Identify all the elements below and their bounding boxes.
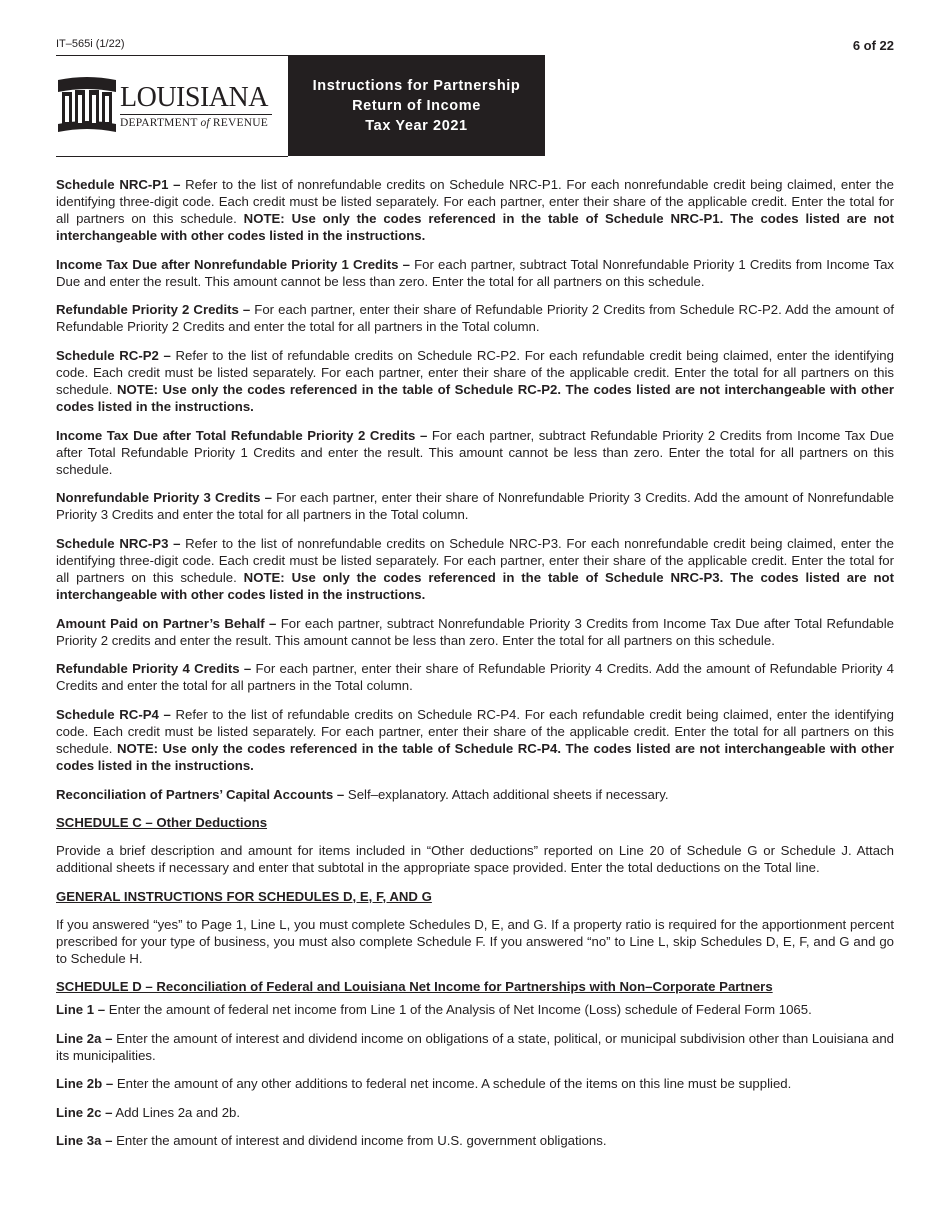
note: NOTE: Use only the codes referenced in the table of Schedule RC-P2. The codes listed are not interchangeable with other codes listed in the instructions.: [56, 382, 894, 415]
line-2a-paragraph: [56, 1030, 894, 1064]
schedule-rc-p2-paragraph: [56, 347, 894, 415]
title-line-3: Tax Year 2021: [365, 117, 468, 134]
paragraph-text: Refer to the list of refundable credits on Schedule RC-P2. For each refundable credit being claimed, enter the identifying code. Each credit must be listed separately. For each partner, enter their share of the applicable credit. Enter the total for all partners on this schedule.: [56, 347, 894, 398]
logo-dept-text: DEPARTMENT: [120, 117, 198, 129]
logo-wordmark: LOUISIANA: [120, 82, 268, 113]
paragraph-text: For each partner, subtract Refundable Priority 2 Credits from Income Tax Due after Total Refundable Priority 1 Credits and enter the result. This amount cannot be less than zero. Enter the total for all partners on this schedule.: [56, 427, 894, 477]
logo-revenue-text: REVENUE: [212, 117, 268, 129]
term: Amount Paid on Partner’s Behalf –: [56, 615, 277, 631]
term: Nonrefundable Priority 3 Credits –: [56, 490, 272, 506]
paragraph-text: Enter the amount of federal net income from Line 1 of the Analysis of Net Income (Loss) schedule of Federal Form 1065.: [105, 1002, 812, 1018]
schedule-d-heading: SCHEDULE D – Reconciliation of Federal and Louisiana Net Income for Partnerships with Non–Corporate Partners: [56, 979, 773, 995]
paragraph-text: For each partner, enter their share of Refundable Priority 4 Credits. Add the amount of Refundable Priority 4 Credits and enter the total for all partners in the Total column.: [56, 661, 894, 694]
title-line-1: Instructions for Partnership: [312, 77, 521, 94]
term: Line 2c –: [56, 1104, 113, 1120]
refundable-priority-4-paragraph: [56, 660, 894, 694]
paragraph-text: Enter the amount of interest and dividend income on obligations of a state, political, or municipal subdivision other than Louisiana and its municipalities.: [56, 1030, 894, 1063]
note: NOTE: Use only the codes referenced in the table of Schedule NRC-P1. The codes listed are not interchangeable with other codes listed in the instructions.: [56, 211, 894, 244]
instructions-body: [56, 176, 894, 1161]
form-id: IT–565i (1/22): [56, 38, 125, 50]
general-instructions-paragraph: If you answered “yes” to Page 1, Line L, you must complete Schedules D, E, and G. If a property ratio is required for the apportionment percent prescribed for your type of business, you must also complete Schedule F. If you answered “no” to Line L, skip Schedules D, E, F, and G and go to Schedule H.: [56, 916, 894, 966]
schedule-rc-p4-paragraph: [56, 706, 894, 774]
document-title: [288, 55, 545, 156]
paragraph-text: Refer to the list of nonrefundable credits on Schedule NRC-P3. For each nonrefundable credit being claimed, enter the identifying three-digit code. Each credit must be listed separately. For each partner, enter their share of the applicable credit. Enter the total for all partners on this schedule.: [56, 535, 894, 586]
line-2c-paragraph: [56, 1104, 894, 1121]
paragraph-text: For each partner, enter their share of Refundable Priority 2 Credits from Schedule RC-P2. Add the amount of Refundable Priority 2 Credits and enter the total for all partners in the Total column.: [56, 302, 895, 335]
amount-paid-paragraph: [56, 615, 894, 649]
paragraph-text: For each partner, subtract Nonrefundable Priority 3 Credits from Income Tax Due after Total Refundable Priority 2 credits and enter the result. This amount cannot be less than zero. Enter the total for all partners on this schedule.: [56, 615, 894, 648]
paragraph-text: Add Lines 2a and 2b.: [112, 1104, 241, 1120]
schedule-c-heading: SCHEDULE C – Other Deductions: [56, 815, 268, 831]
page-number: 6 of 22: [852, 38, 894, 53]
income-tax-due-p2-paragraph: [56, 427, 894, 478]
nonrefundable-priority-3-paragraph: [56, 489, 894, 523]
term: Refundable Priority 4 Credits –: [56, 661, 252, 677]
note: NOTE: Use only the codes referenced in the table of Schedule NRC-P3. The codes listed are not interchangeable with other codes listed in the instructions.: [56, 570, 894, 603]
louisiana-seal-icon: [56, 76, 118, 136]
line-3a-paragraph: [56, 1132, 894, 1149]
general-instructions-heading: GENERAL INSTRUCTIONS FOR SCHEDULES D, E, F, AND G: [56, 888, 432, 904]
term: Line 2a –: [56, 1030, 113, 1046]
term: Refundable Priority 2 Credits –: [56, 302, 251, 318]
document-header: [56, 55, 545, 156]
term: Line 2b –: [56, 1076, 114, 1092]
term: Line 1 –: [56, 1002, 106, 1018]
term: Line 3a –: [56, 1133, 113, 1149]
paragraph-text: For each partner, subtract Total Nonrefundable Priority 1 Credits from Income Tax Due and enter the result. This amount cannot be less than zero. Enter the total for all partners on this schedule.: [56, 256, 894, 289]
schedule-nrc-p3-paragraph: [56, 535, 894, 603]
department-logo: [56, 55, 288, 157]
line-2b-paragraph: [56, 1075, 894, 1092]
paragraph-text: Enter the amount of any other additions to federal net income. A schedule of the items on this line must be supplied.: [113, 1076, 792, 1092]
paragraph-text: Enter the amount of interest and dividend income from U.S. government obligations.: [112, 1133, 607, 1149]
logo-divider: [120, 114, 272, 115]
line-1-paragraph: [56, 1001, 894, 1018]
term: Schedule RC-P2 –: [56, 347, 171, 363]
term: Schedule NRC-P1 –: [56, 177, 181, 192]
schedule-c-paragraph: Provide a brief description and amount for items included in “Other deductions” reported on Line 20 of Schedule G or Schedule J. Attach additional sheets if necessary and enter that subtotal in the appropriate space provided. Enter the total deductions on the Total line.: [56, 843, 894, 876]
income-tax-due-p1-paragraph: [56, 256, 894, 290]
note: NOTE: Use only the codes referenced in the table of Schedule RC-P4. The codes listed are not interchangeable with other codes listed in the instructions.: [56, 741, 894, 774]
refundable-priority-2-paragraph: [56, 301, 894, 335]
paragraph-text: For each partner, enter their share of Nonrefundable Priority 3 Credits. Add the amount of Nonrefundable Priority 3 Credits and enter the total for all partners in the Total column.: [56, 490, 894, 523]
reconciliation-paragraph: [56, 786, 894, 803]
term: Income Tax Due after Total Refundable Priority 2 Credits –: [56, 427, 428, 443]
paragraph-text: Self–explanatory. Attach additional sheets if necessary.: [344, 786, 669, 802]
paragraph-text: Refer to the list of nonrefundable credits on Schedule NRC-P1. For each nonrefundable credit being claimed, enter the identifying three-digit code. Each credit must be listed separately. For each partner, enter their share of the applicable credit. Enter the total for all partners on this schedule.: [56, 177, 894, 227]
term: Income Tax Due after Nonrefundable Priority 1 Credits –: [56, 256, 410, 272]
term: Schedule RC-P4 –: [56, 706, 171, 722]
logo-of-text: of: [200, 117, 210, 129]
schedule-nrc-p1-paragraph: [56, 176, 894, 244]
term: Schedule NRC-P3 –: [56, 535, 181, 551]
title-line-2: Return of Income: [352, 97, 481, 114]
paragraph-text: Refer to the list of refundable credits on Schedule RC-P4. For each refundable credit being claimed, enter the identifying code. Each credit must be listed separately. For each partner, enter their share of the applicable credit. Enter the total for all partners on this schedule.: [56, 706, 894, 757]
term: Reconciliation of Partners’ Capital Accounts –: [56, 786, 345, 802]
logo-department: [120, 116, 268, 130]
